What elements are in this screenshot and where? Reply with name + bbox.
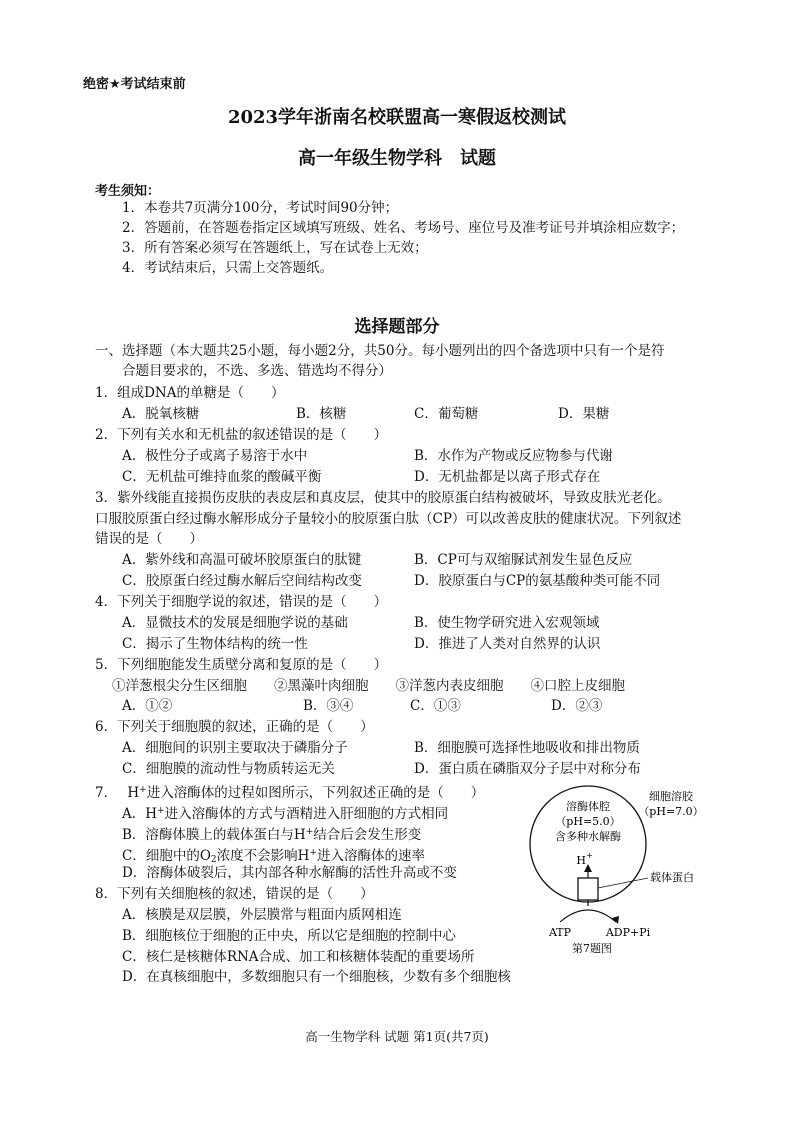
notice-item: 3．所有答案必须写在答题纸上，写在试卷上无效；: [122, 240, 428, 256]
question-5-stem: 5．下列细胞能发生质壁分离和复原的是（ ）: [95, 657, 388, 673]
question-7-option-a-prefix: A．H: [122, 806, 158, 822]
carrier-leader-line: [598, 878, 648, 888]
question-4-stem: 4．下列关于细胞学说的叙述，错误的是（ ）: [95, 594, 388, 610]
notice-item: 4．考试结束后，只需上交答题纸。: [122, 260, 334, 276]
question-8-option-d: D．在真核细胞中，多数细胞只有一个细胞核，少数有多个细胞核: [122, 969, 511, 985]
question-3-stem: 口服胶原蛋白经过酶水解形成分子量较小的胶原蛋白肽（CP）可以改善皮肤的健康状况。下列叙述: [95, 511, 682, 527]
ion-charge: +: [305, 827, 314, 837]
question-7-option-c-mid: 浓度不会影响H: [216, 848, 310, 864]
question-6-option-c: C．细胞膜的流动性与物质转运无关: [122, 761, 335, 777]
notice-item: 2．答题前，在答题卷指定区域填写班级、姓名、考场号、座位号及准考证号并填涂相应数字；: [122, 220, 685, 236]
page-footer: 高一生物学科 试题 第1页(共7页): [305, 1029, 489, 1044]
lumen-enzyme-label: 含多种水解酶: [555, 830, 621, 843]
question-3-stem: 错误的是（ ）: [95, 531, 203, 547]
question-1-option-c: C．葡萄糖: [414, 406, 479, 422]
lumen-label: 溶酶体腔: [566, 800, 610, 813]
question-7-stem: [95, 781, 484, 802]
question-3-stem: 3．紫外线能直接损伤皮肤的表皮层和真皮层，使其中的胶原蛋白结构被破坏，导致皮肤光老化。: [95, 490, 671, 506]
h-ion-label: H: [576, 854, 586, 867]
cytosol-label: 细胞溶胶: [649, 790, 693, 803]
question-2-option-a: A．极性分子或离子易溶于水中: [122, 448, 308, 464]
question-6-option-a: A．细胞间的识别主要取决于磷脂分子: [122, 740, 348, 756]
question-7-option-c-prefix: C．细胞中的O: [122, 848, 211, 864]
question-5-option-c: C．①③: [410, 698, 461, 714]
question-6-option-d: D．蛋白质在磷脂双分子层中对称分布: [414, 761, 641, 777]
question-8-option-c: C．核仁是核糖体RNA合成、加工和核糖体装配的重要场所: [122, 949, 475, 965]
question-2-option-d: D．无机盐都是以离子形式存在: [414, 469, 601, 485]
ion-charge: +: [157, 806, 165, 816]
section-title: 选择题部分: [354, 317, 440, 337]
question-5-option-a: A．①②: [122, 698, 173, 714]
oxygen-subscript: 2: [210, 855, 217, 865]
question-7-option-b-prefix: B．溶酶体膜上的载体蛋白与H: [122, 827, 306, 843]
section-intro-line: 一、选择题（本大题共25小题，每小题2分，共50分。每小题列出的四个备选项中只有一个是符: [95, 343, 665, 359]
notice-heading: 考生须知：: [95, 184, 161, 199]
question-1-option-d: D．果糖: [558, 406, 610, 422]
adp-label: ADP+Pi: [605, 926, 651, 939]
question-4-option-a: A．显微技术的发展是细胞学说的基础: [122, 615, 348, 631]
question-7-number: 7．: [95, 785, 118, 801]
figure-caption: 第7题图: [572, 942, 612, 955]
atp-hydrolysis-curve: [560, 910, 616, 922]
carrier-label: 载体蛋白: [650, 871, 694, 884]
question-3-option-b: B．CP可与双缩脲试剂发生显色反应: [414, 552, 633, 568]
question-7-option-a-text: 进入溶酶体的方式与酒精进入肝细胞的方式相同: [164, 806, 449, 822]
question-2-stem: 2．下列有关水和无机盐的叙述错误的是（ ）: [95, 427, 388, 443]
question-7-ion-charge: +: [139, 785, 147, 795]
question-3-option-d: D．胶原蛋白与CP的氨基酸种类可能不同: [414, 573, 661, 589]
question-3-option-a: A．紫外线和高温可破坏胶原蛋白的肽键: [122, 552, 362, 568]
question-5-option-d: D．②③: [551, 698, 603, 714]
confidential-label: 绝密★考试结束前: [83, 77, 186, 92]
question-7-option-b: [122, 823, 421, 844]
question-1-stem: 1．组成DNA的单糖是（ ）: [95, 385, 285, 401]
question-4-option-d: D．推进了人类对自然界的认识: [414, 636, 601, 652]
question-7-option-b-text: 结合后会发生形变: [313, 827, 422, 843]
question-6-stem: 6．下列关于细胞膜的叙述，正确的是（ ）: [95, 719, 374, 735]
question-4-option-c: C．揭示了生物体结构的统一性: [122, 636, 308, 652]
ion-charge: +: [309, 848, 317, 858]
lysosome-diagram: [520, 780, 720, 955]
lumen-ph-label: （pH=5.0）: [555, 815, 621, 828]
cytosol-ph-label: （pH=7.0）: [638, 805, 704, 818]
notice-item: 1．本卷共7页满分100分，考试时间90分钟；: [122, 200, 399, 216]
question-7-stem-text: 进入溶酶体的过程如图所示，下列叙述正确的是（ ）: [146, 785, 485, 801]
exam-subtitle: 高一年级生物学科 试题: [298, 148, 496, 169]
question-1-option-b: B．核糖: [296, 406, 347, 422]
question-7-option-a: [122, 802, 448, 823]
question-8-option-a: A．核膜是双层膜，外层膜常与粗面内质网相连: [122, 907, 402, 923]
atp-label: ATP: [548, 926, 572, 939]
question-7-option-c-text: 进入溶酶体的速率: [316, 848, 425, 864]
question-8-option-b: B．细胞核位于细胞的正中央，所以它是细胞的控制中心: [122, 928, 456, 944]
question-2-option-c: C．无机盐可维持血浆的酸碱平衡: [122, 469, 322, 485]
question-7-option-d: D．溶酶体破裂后，其内部各种水解酶的活性升高或不变: [122, 865, 457, 881]
question-2-option-b: B．水作为产物或反应物参与代谢: [414, 448, 613, 464]
section-intro-line: 合题目要求的，不选、多选、错选均不得分）: [122, 363, 392, 379]
question-4-option-b: B．使生物学研究进入宏观领域: [414, 615, 600, 631]
question-1-option-a: A．脱氧核糖: [122, 406, 200, 422]
carrier-protein: [578, 878, 598, 900]
question-5-option-b: B．③④: [303, 698, 354, 714]
question-3-option-c: C．胶原蛋白经过酶水解后空间结构改变: [122, 573, 362, 589]
question-6-option-b: B．细胞膜可选择性地吸收和排出物质: [414, 740, 640, 756]
h-ion-charge: +: [586, 851, 593, 860]
exam-title: 2023学年浙南名校联盟高一寒假返校测试: [227, 107, 567, 128]
question-5-items: ①洋葱根尖分生区细胞 ②黑藻叶肉细胞 ③洋葱内表皮细胞 ④口腔上皮细胞: [112, 678, 625, 694]
question-7-ion: H: [127, 785, 140, 801]
question-8-stem: 8．下列有关细胞核的叙述，错误的是（ ）: [95, 886, 374, 902]
